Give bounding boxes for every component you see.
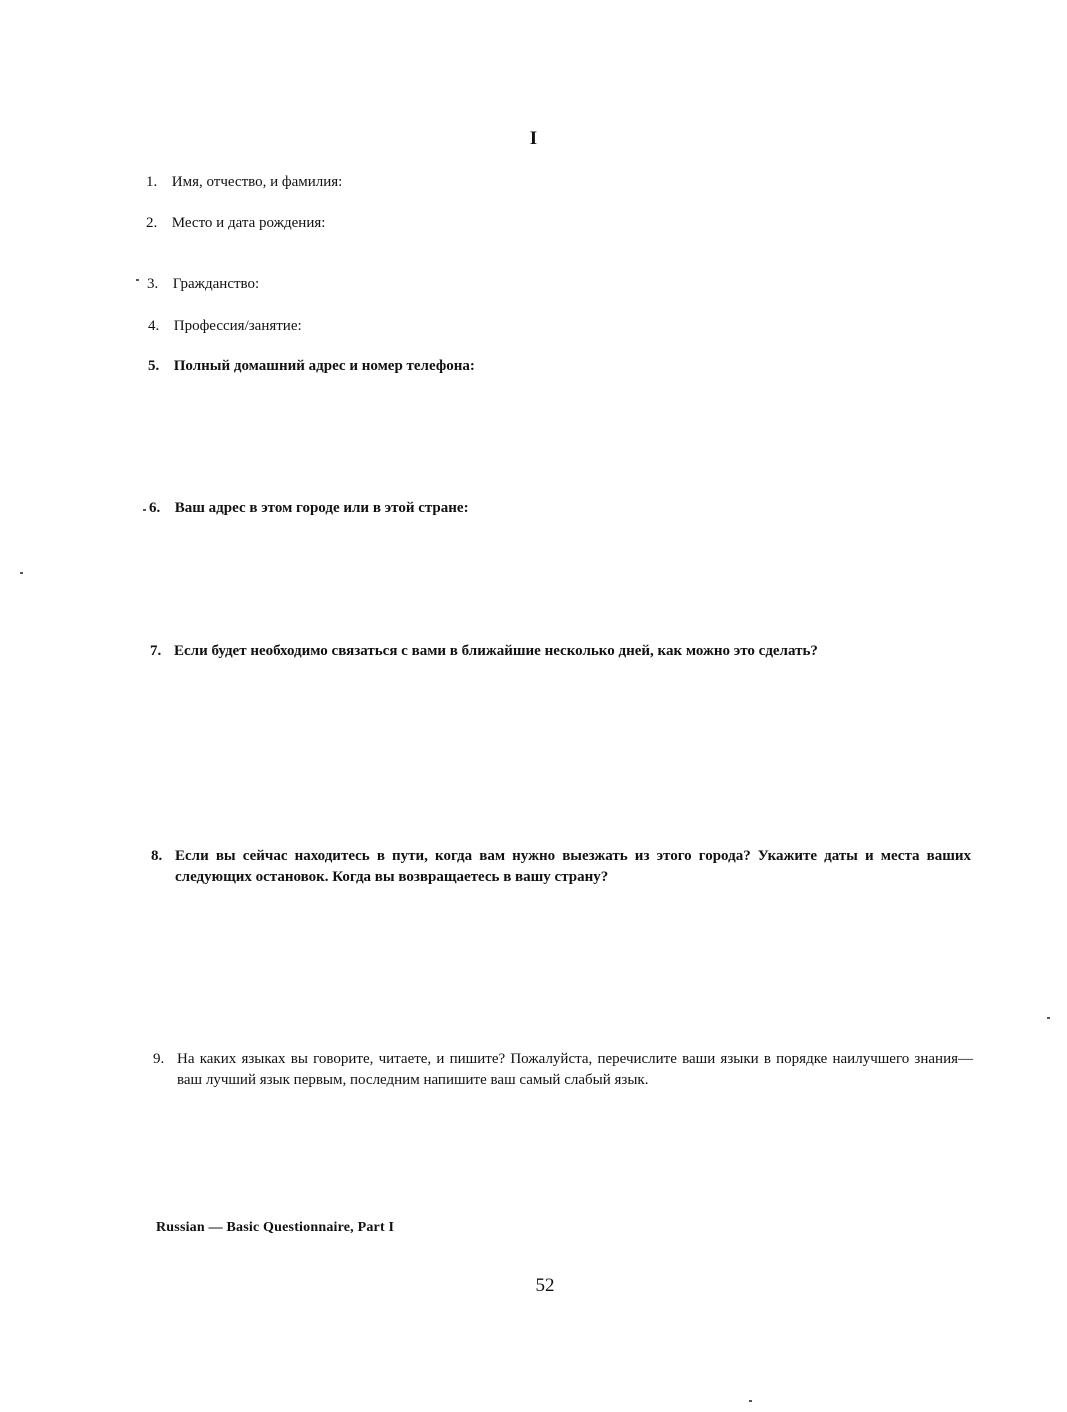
scan-speck (143, 509, 146, 511)
question-5 (148, 356, 475, 377)
question-text: Если вы сейчас находитесь в пути, когда вам нужно выезжать из этого города? Укажите даты и места ваших следующих остановок. Когда вы возвращаетесь в вашу страну? (175, 848, 971, 885)
question-text: Гражданство: (172, 276, 260, 292)
question-7 (150, 641, 968, 662)
question-text: Профессия/занятие: (173, 318, 302, 334)
question-2 (146, 213, 325, 234)
section-numeral: I (529, 128, 538, 149)
question-number: 8. (151, 848, 163, 864)
question-4 (148, 316, 302, 337)
question-number: 4. (148, 318, 160, 334)
footer-label: Russian — Basic Questionnaire, Part I (156, 1220, 395, 1235)
question-number: 2. (146, 215, 158, 231)
page-number: 52 (535, 1275, 555, 1296)
question-6 (149, 498, 469, 519)
scan-speck (749, 1400, 752, 1402)
question-number: 3. (147, 276, 159, 292)
question-number: 7. (150, 643, 162, 659)
question-text: На каких языках вы говорите, читаете, и пишите? Пожалуйста, перечислите ваши языки в порядке наилучшего знания—ваш лучший язык первым, последним напишите ваш самый слабый язык. (177, 1051, 973, 1088)
question-number: 5. (148, 358, 160, 374)
question-text: Полный домашний адрес и номер телефона: (173, 358, 475, 374)
question-number: 6. (149, 500, 161, 516)
question-number: 1. (146, 174, 158, 190)
question-8 (151, 846, 971, 888)
question-number: 9. (153, 1051, 165, 1067)
question-text: Ваш адрес в этом городе или в этой стране: (174, 500, 469, 516)
question-text: Если будет необходимо связаться с вами в ближайшие несколько дней, как можно это сделать? (174, 643, 818, 659)
question-text: Место и дата рождения: (171, 215, 326, 231)
question-1 (146, 172, 342, 193)
question-text: Имя, отчество, и фамилия: (171, 174, 343, 190)
question-3 (147, 274, 259, 295)
scan-speck (20, 572, 23, 574)
scan-speck (1047, 1017, 1050, 1019)
scan-speck (136, 279, 139, 281)
question-9 (153, 1049, 973, 1091)
